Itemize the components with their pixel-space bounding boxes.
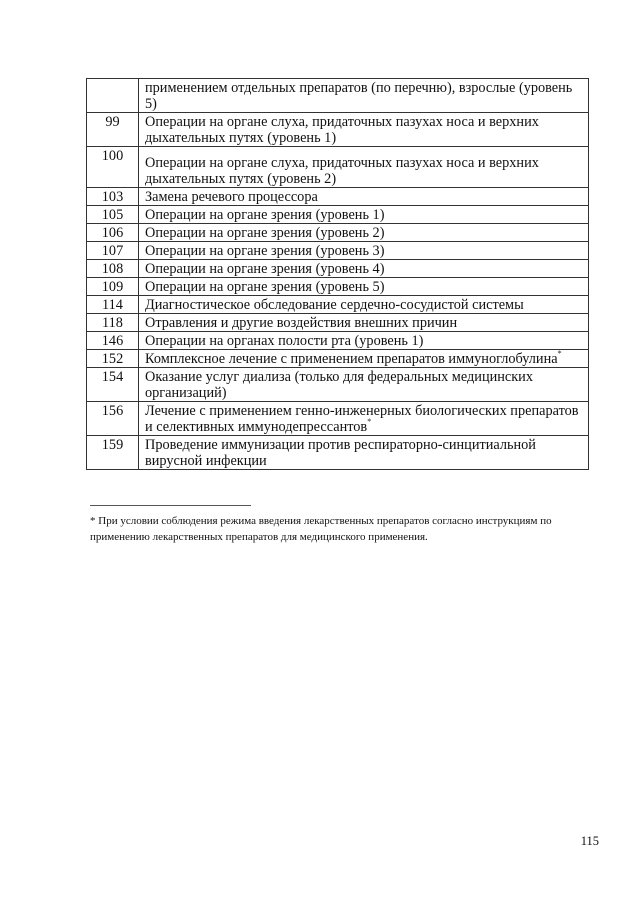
row-description [139, 224, 589, 242]
table-row [87, 436, 589, 470]
row-description-text: Замена речевого процессора [145, 189, 318, 205]
row-description [139, 242, 589, 260]
row-number: 156 [87, 402, 139, 436]
row-description-text: Операции на органе зрения (уровень 5) [145, 279, 385, 295]
row-description [139, 332, 589, 350]
table-row [87, 242, 589, 260]
row-description-text: Проведение иммунизации против респираторно-синцитиальной вирусной инфекции [145, 437, 536, 469]
table-row [87, 368, 589, 402]
table-row [87, 296, 589, 314]
row-description-text: Комплексное лечение с применением препаратов иммуноглобулина [145, 351, 558, 367]
table-row [87, 224, 589, 242]
row-description-text: применением отдельных препаратов (по перечню), взрослые (уровень 5) [145, 80, 573, 112]
row-number: 105 [87, 206, 139, 224]
row-number: 159 [87, 436, 139, 470]
table-row [87, 188, 589, 206]
row-description-text: Операции на органе слуха, придаточных пазухах носа и верхних дыхательных путях (уровень 1) [145, 114, 539, 146]
row-number: 118 [87, 314, 139, 332]
row-description [139, 368, 589, 402]
table-row [87, 278, 589, 296]
row-description-text: Операции на органе зрения (уровень 1) [145, 207, 385, 223]
row-description-text: Операции на органе слуха, придаточных пазухах носа и верхних дыхательных путях (уровень 2) [145, 155, 539, 187]
row-description-text: Операции на органах полости рта (уровень 1) [145, 333, 424, 349]
footnote-marker: * [557, 349, 562, 359]
row-number: 107 [87, 242, 139, 260]
row-description [139, 296, 589, 314]
page-number: 115 [580, 834, 599, 848]
row-description [139, 206, 589, 224]
row-description [139, 278, 589, 296]
row-number: 103 [87, 188, 139, 206]
table-row [87, 113, 589, 147]
row-number: 108 [87, 260, 139, 278]
table-row [87, 314, 589, 332]
row-number: 99 [87, 113, 139, 147]
row-number [87, 79, 139, 113]
table-row [87, 79, 589, 113]
row-description [139, 402, 589, 436]
row-description-text: Диагностическое обследование сердечно-сосудистой системы [145, 297, 524, 313]
footnote-marker: * [367, 417, 372, 427]
row-description [139, 314, 589, 332]
row-number: 100 [87, 147, 139, 188]
table-row [87, 332, 589, 350]
table-row [87, 350, 589, 368]
procedures-table-body [87, 79, 589, 470]
row-description [139, 147, 589, 188]
table-row [87, 260, 589, 278]
row-description [139, 260, 589, 278]
footnote: * При условии соблюдения режима введения лекарственных препаратов согласно инструкциям по применению лекарственных препаратов для медицинского применения. [90, 515, 552, 543]
row-description-text: Оказание услуг диализа (только для федеральных медицинских организаций) [145, 369, 533, 401]
row-number: 109 [87, 278, 139, 296]
table-row [87, 206, 589, 224]
row-number: 154 [87, 368, 139, 402]
row-number: 106 [87, 224, 139, 242]
row-description-text: Отравления и другие воздействия внешних причин [145, 315, 458, 331]
row-description-text: Операции на органе зрения (уровень 3) [145, 243, 385, 259]
row-number: 114 [87, 296, 139, 314]
procedures-table [86, 78, 589, 470]
row-description [139, 79, 589, 113]
row-number: 152 [87, 350, 139, 368]
footnote-separator [90, 505, 251, 506]
row-description [139, 350, 589, 368]
row-description-text: Лечение с применением генно-инженерных биологических препаратов и селективных иммунодепрессантов [145, 403, 579, 435]
row-description-text: Операции на органе зрения (уровень 2) [145, 225, 385, 241]
row-description-text: Операции на органе зрения (уровень 4) [145, 261, 385, 277]
table-row [87, 147, 589, 188]
table-row [87, 402, 589, 436]
row-description [139, 436, 589, 470]
row-description [139, 113, 589, 147]
row-number: 146 [87, 332, 139, 350]
row-description [139, 188, 589, 206]
